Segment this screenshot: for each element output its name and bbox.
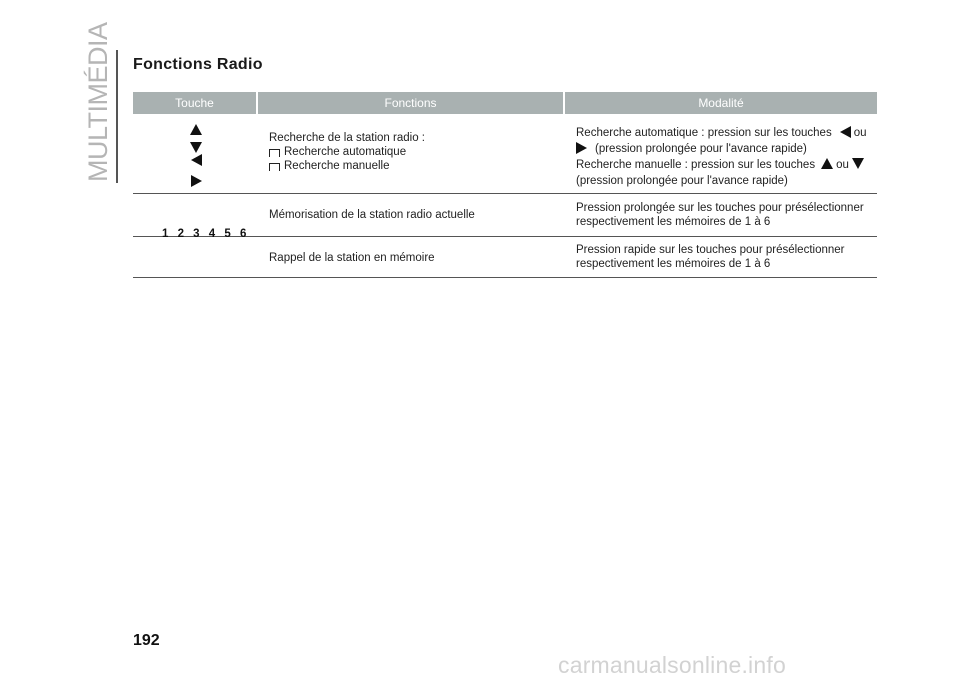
left-arrow-icon [191,154,202,166]
modalite-manual-line1 [576,158,876,174]
bullet-icon [269,149,280,157]
table-row [133,237,877,278]
modalite-auto-line1 [576,126,876,142]
modalite-auto-line2 [576,142,876,158]
fonction-item: Recherche manuelle [284,160,390,172]
table-row [133,114,877,194]
fonction-cell: Mémorisation de la station radio actuelle [269,209,475,221]
watermark: carmanualsonline.info [558,652,786,678]
fonction-cell: Rappel de la station en mémoire [269,252,435,264]
preset-keys: 1 2 3 4 5 6 [162,228,250,240]
modalite-manual-line2: (pression prolongée pour l'avance rapide) [576,175,788,187]
section-side-tab [82,22,114,182]
left-arrow-icon [840,126,851,138]
modalite-cell [576,126,876,188]
modalite-text: (pression prolongée pour l'avance rapide) [595,143,807,155]
page-number: 192 [133,632,160,649]
ou-text: ou [836,159,849,171]
radio-functions-table [133,92,877,278]
modalite-text: Recherche automatique : pression sur les touches [576,127,832,139]
modalite-text: Recherche manuelle : pression sur les touches [576,159,816,171]
up-arrow-icon [821,158,833,169]
modalite-cell: Pression prolongée sur les touches pour présélectionner respectivement les mémoires de 1 à 6 [576,202,864,228]
table-header [133,92,877,114]
fonction-item: Recherche automatique [284,146,407,158]
list-item [269,145,559,159]
header-touche: Touche [133,92,256,114]
section-title: Fonctions Radio [133,56,263,73]
section-side-tab-label: MULTIMÉDIA [83,22,113,182]
modalite-cell: Pression rapide sur les touches pour présélectionner respectivement les mémoires de 1 à 6 [576,244,845,270]
fonction-cell [269,131,559,173]
bullet-icon [269,163,280,171]
header-fonctions: Fonctions [258,92,563,114]
down-arrow-icon [852,158,864,169]
side-tab-divider [116,50,118,183]
right-arrow-icon [576,142,587,154]
down-arrow-icon [190,142,202,153]
right-arrow-icon [191,175,202,187]
fonction-intro: Recherche de la station radio : [269,132,425,144]
up-arrow-icon [190,124,202,135]
header-modalite: Modalité [565,92,877,114]
ou-text: ou [853,127,867,139]
list-item [269,159,559,173]
